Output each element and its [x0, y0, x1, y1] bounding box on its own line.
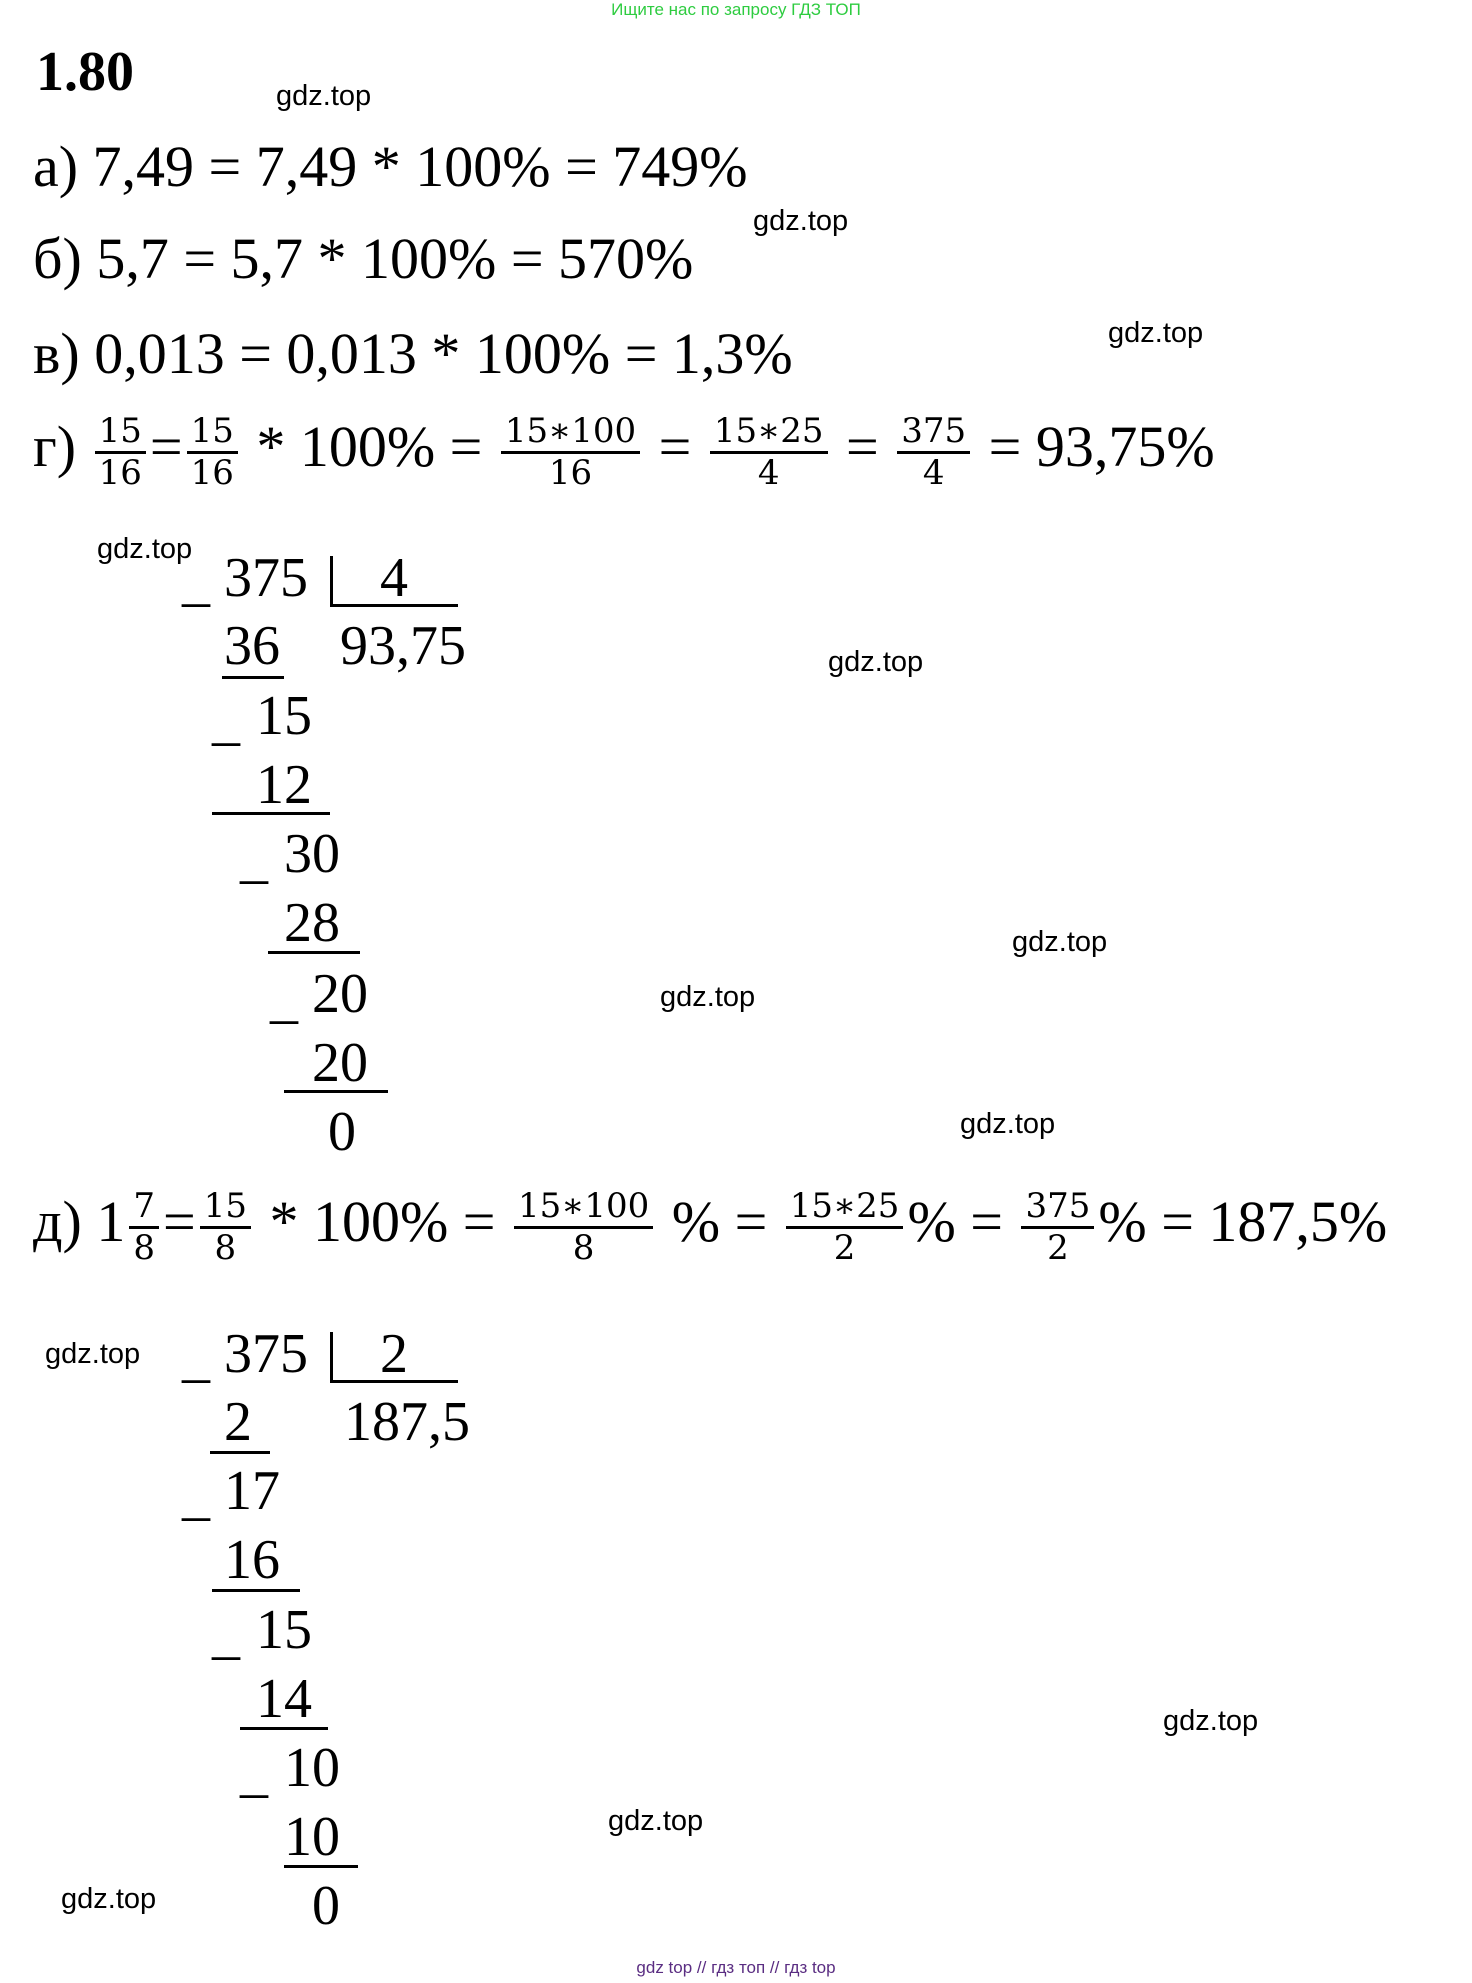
step-rule — [210, 1451, 270, 1454]
step-value: 15 — [256, 685, 312, 747]
step-rule — [240, 1727, 328, 1730]
divisor: 4 — [380, 547, 408, 609]
step-value: 20 — [312, 1032, 368, 1094]
remainder: 0 — [312, 1875, 340, 1937]
step-value: 10 — [284, 1737, 340, 1799]
step-rule — [222, 676, 284, 679]
step-rule — [284, 1865, 358, 1868]
fraction: $\frac{15∗100}{8}$ — [514, 1187, 653, 1268]
watermark: gdz.top — [97, 533, 193, 565]
minus-sign: _ — [182, 1465, 210, 1527]
watermark: gdz.top — [828, 646, 924, 678]
division-bar — [330, 1332, 333, 1382]
minus-sign: _ — [182, 1327, 210, 1389]
minus-sign: _ — [240, 1742, 268, 1804]
footer-note: gdz top // гдз топ // гдз top — [636, 1958, 836, 1977]
fraction: $\frac{15}{16}$ — [187, 412, 238, 493]
step-value: 16 — [224, 1529, 280, 1591]
exercise-number: 1.80 — [36, 41, 134, 103]
watermark: gdz.top — [276, 80, 372, 112]
top-search-note: Ищите нас по запросу ГДЗ ТОП — [611, 0, 861, 19]
step-rule — [284, 1090, 388, 1093]
fraction: $\frac{15}{8}$ — [200, 1187, 251, 1268]
watermark: gdz.top — [1108, 317, 1204, 349]
fraction: $\frac{375}{4}$ — [897, 412, 970, 493]
step-rule — [212, 1589, 300, 1592]
equation-a: а) 7,49 = 7,49 * 100% = 749% — [33, 134, 748, 199]
step-value: 14 — [256, 1668, 312, 1730]
equation-d-label: д) — [33, 1188, 82, 1254]
equation-b: б) 5,7 = 5,7 * 100% = 570% — [33, 226, 694, 291]
minus-sign: _ — [182, 551, 210, 613]
minus-sign: _ — [212, 690, 240, 752]
step-rule — [212, 812, 330, 815]
watermark: gdz.top — [1163, 1705, 1259, 1737]
equation-g: г) $\frac{15}{16}$ = $\frac{15}{16}$ * 100% = $\frac{15∗100}{16}$ = $\frac{15∗25}{4}$ = $\frac{375}{4}$ = 93,75% — [33, 411, 1215, 494]
step-value: 17 — [224, 1460, 280, 1522]
minus-sign: _ — [270, 968, 298, 1030]
quotient: 93,75 — [340, 615, 466, 677]
step-rule — [268, 951, 360, 954]
division-bar — [330, 556, 333, 606]
equation-g-label: г) — [33, 413, 77, 479]
equation-v: в) 0,013 = 0,013 * 100% = 1,3% — [33, 321, 793, 386]
watermark: gdz.top — [1012, 926, 1108, 958]
fraction: $\frac{15∗25}{2}$ — [786, 1187, 904, 1268]
dividend: 375 — [224, 1323, 308, 1385]
watermark: gdz.top — [960, 1108, 1056, 1140]
step-value: 36 — [224, 615, 280, 677]
step-value: 2 — [224, 1391, 252, 1453]
remainder: 0 — [328, 1101, 356, 1163]
quotient: 187,5 — [344, 1391, 470, 1453]
watermark: gdz.top — [753, 205, 849, 237]
step-value: 30 — [284, 823, 340, 885]
step-value: 20 — [312, 963, 368, 1025]
step-value: 15 — [256, 1599, 312, 1661]
divisor: 2 — [380, 1323, 408, 1385]
step-value: 10 — [284, 1806, 340, 1868]
fraction: $\frac{15∗100}{16}$ — [501, 412, 640, 493]
watermark: gdz.top — [608, 1805, 704, 1837]
fraction: $\frac{15}{16}$ — [95, 412, 146, 493]
watermark: gdz.top — [660, 981, 756, 1013]
dividend: 375 — [224, 547, 308, 609]
fraction: $\frac{7}{8}$ — [129, 1187, 159, 1268]
equation-d: д) 1 $\frac{7}{8}$ = $\frac{15}{8}$ * 100% = $\frac{15∗100}{8}$ % = $\frac{15∗25}{2}$ % = $\frac{375}{2}$ % = 187,5% — [33, 1186, 1388, 1269]
minus-sign: _ — [240, 828, 268, 890]
fraction: $\frac{375}{2}$ — [1021, 1187, 1094, 1268]
watermark: gdz.top — [45, 1338, 141, 1370]
fraction: $\frac{15∗25}{4}$ — [710, 412, 828, 493]
step-value: 12 — [256, 754, 312, 816]
watermark: gdz.top — [61, 1883, 157, 1915]
minus-sign: _ — [212, 1604, 240, 1666]
step-value: 28 — [284, 892, 340, 954]
